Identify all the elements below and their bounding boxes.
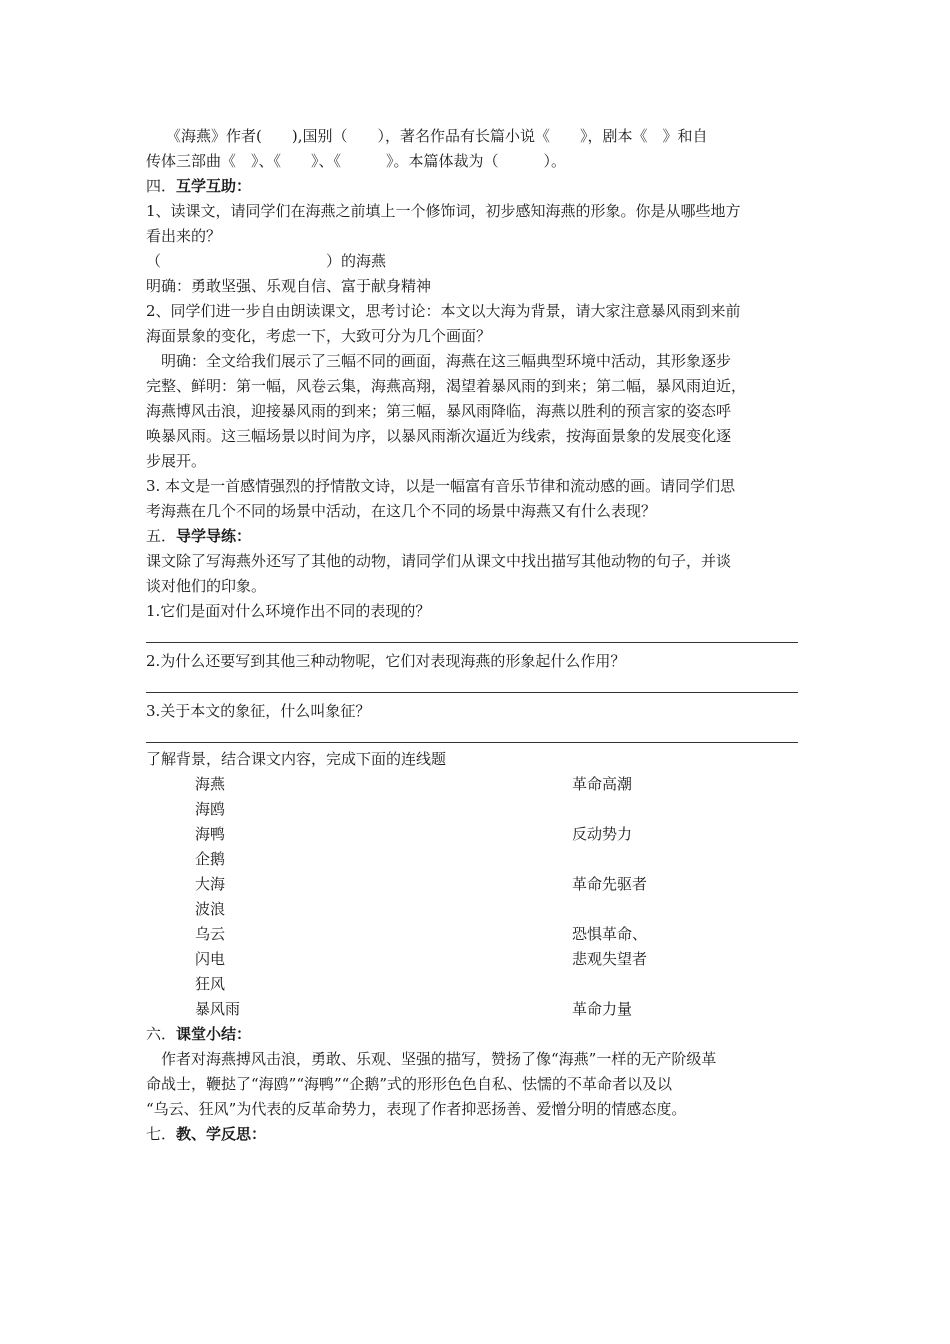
s4-q2-line-2: 海面景象的变化，考虑一下，大致可分为几个画面？ bbox=[146, 327, 492, 345]
section-4-title: 互学互助： bbox=[176, 177, 252, 195]
match-left-item[interactable]: 海鸭 bbox=[195, 825, 226, 843]
section-7-heading bbox=[146, 1122, 266, 1147]
section-4-heading bbox=[146, 174, 251, 199]
match-right-item[interactable]: 革命先驱者 bbox=[572, 875, 648, 893]
s4-q1-line-2: 看出来的？ bbox=[146, 227, 222, 245]
match-left-item[interactable]: 海燕 bbox=[195, 775, 226, 793]
match-left-item[interactable]: 狂风 bbox=[195, 975, 226, 993]
match-right-item[interactable]: 革命力量 bbox=[572, 1000, 633, 1018]
section-6-heading bbox=[146, 1022, 251, 1047]
section-6-number: 六． bbox=[146, 1025, 177, 1043]
section-7-number: 七． bbox=[146, 1125, 177, 1143]
match-right-item[interactable]: 反动势力 bbox=[572, 825, 633, 843]
intro-line-2: 传体三部曲《 》、《 》、《 》。本篇体裁为（ ）。 bbox=[146, 152, 567, 170]
s5-intro-line-1: 课文除了写海燕外还写了其他的动物，请同学们从课文中找出描写其他动物的句子，并谈 bbox=[146, 552, 732, 570]
s5-matching-intro: 了解背景，结合课文内容，完成下面的连线题 bbox=[146, 750, 447, 768]
s4-q1-line-1: 1、读课文，请同学们在海燕之前填上一个修饰词，初步感知海燕的形象。你是从哪些地方 bbox=[146, 202, 741, 220]
intro-line-1: 《海燕》作者( ),国别（ ），著名作品有长篇小说《 》，剧本《 》和自 bbox=[166, 127, 708, 145]
answer-line-1[interactable] bbox=[146, 642, 798, 643]
s4-q2-answer-5: 步展开。 bbox=[146, 452, 207, 470]
match-left-item[interactable]: 暴风雨 bbox=[195, 1000, 241, 1018]
match-left-item[interactable]: 企鹅 bbox=[195, 850, 226, 868]
match-left-item[interactable]: 闪电 bbox=[195, 950, 226, 968]
s4-q2-answer-3: 海燕博风击浪，迎接暴风雨的到来；第三幅，暴风雨降临，海燕以胜利的预言家的姿态呼 bbox=[146, 402, 732, 420]
section-7-title: 教、学反思： bbox=[176, 1125, 267, 1143]
s4-q3-line-1: 3. 本文是一首感情强烈的抒情散文诗，以是一幅富有音乐节律和流动感的画。请同学们思 bbox=[146, 477, 736, 495]
match-left-item[interactable]: 大海 bbox=[195, 875, 226, 893]
s5-question-2: 2.为什么还要写到其他三种动物呢，它们对表现海燕的形象起什么作用？ bbox=[146, 652, 626, 670]
match-left-item[interactable]: 乌云 bbox=[195, 925, 226, 943]
s4-blank-line: （ ）的海燕 bbox=[146, 252, 387, 270]
s4-q1-answer: 明确：勇敢坚强、乐观自信、富于献身精神 bbox=[146, 277, 432, 295]
s6-line-3: “乌云、狂风”为代表的反革命势力，表现了作者抑恶扬善、爱憎分明的情感态度。 bbox=[146, 1100, 687, 1118]
match-left-item[interactable]: 海鸥 bbox=[195, 800, 226, 818]
section-5-heading bbox=[146, 524, 251, 549]
match-right-item[interactable]: 革命高潮 bbox=[572, 775, 633, 793]
section-5-title: 导学导练： bbox=[176, 527, 252, 545]
answer-line-2[interactable] bbox=[146, 692, 798, 693]
match-right-item[interactable]: 悲观失望者 bbox=[572, 950, 648, 968]
s4-q2-line-1: 2、同学们进一步自由朗读课文，思考讨论：本文以大海为背景，请大家注意暴风雨到来前 bbox=[146, 302, 741, 320]
match-left-item[interactable]: 波浪 bbox=[195, 900, 226, 918]
s5-intro-line-2: 谈对他们的印象。 bbox=[146, 577, 267, 595]
s4-q2-answer-4: 唤暴风雨。这三幅场景以时间为序，以暴风雨渐次逼近为线索，按海面景象的发展变化逐 bbox=[146, 427, 732, 445]
s6-line-2: 命战士，鞭挞了“海鸥”“海鸭”“企鹅”式的形形色色自私、怯懦的不革命者以及以 bbox=[146, 1075, 673, 1093]
answer-line-3[interactable] bbox=[146, 742, 798, 743]
section-4-number: 四． bbox=[146, 177, 177, 195]
s6-line-1: 作者对海燕搏风击浪，勇敢、乐观、坚强的描写，赞扬了像“海燕”一样的无产阶级革 bbox=[146, 1050, 717, 1068]
s4-q2-answer-1: 明确：全文给我们展示了三幅不同的画面，海燕在这三幅典型环境中活动，其形象逐步 bbox=[146, 352, 732, 370]
match-right-item[interactable]: 恐惧革命、 bbox=[572, 925, 648, 943]
s4-q2-answer-2: 完整、鲜明：第一幅，风卷云集，海燕高翔，渴望着暴风雨的到来；第二幅，暴风雨迫近， bbox=[146, 377, 747, 395]
s5-question-3: 3.关于本文的象征，什么叫象征？ bbox=[146, 702, 371, 720]
s4-q3-line-2: 考海燕在几个不同的场景中活动，在这几个不同的场景中海燕又有什么表现？ bbox=[146, 502, 657, 520]
section-6-title: 课堂小结： bbox=[176, 1025, 252, 1043]
section-5-number: 五． bbox=[146, 527, 177, 545]
s5-question-1: 1.它们是面对什么环境作出不同的表现的？ bbox=[146, 602, 431, 620]
